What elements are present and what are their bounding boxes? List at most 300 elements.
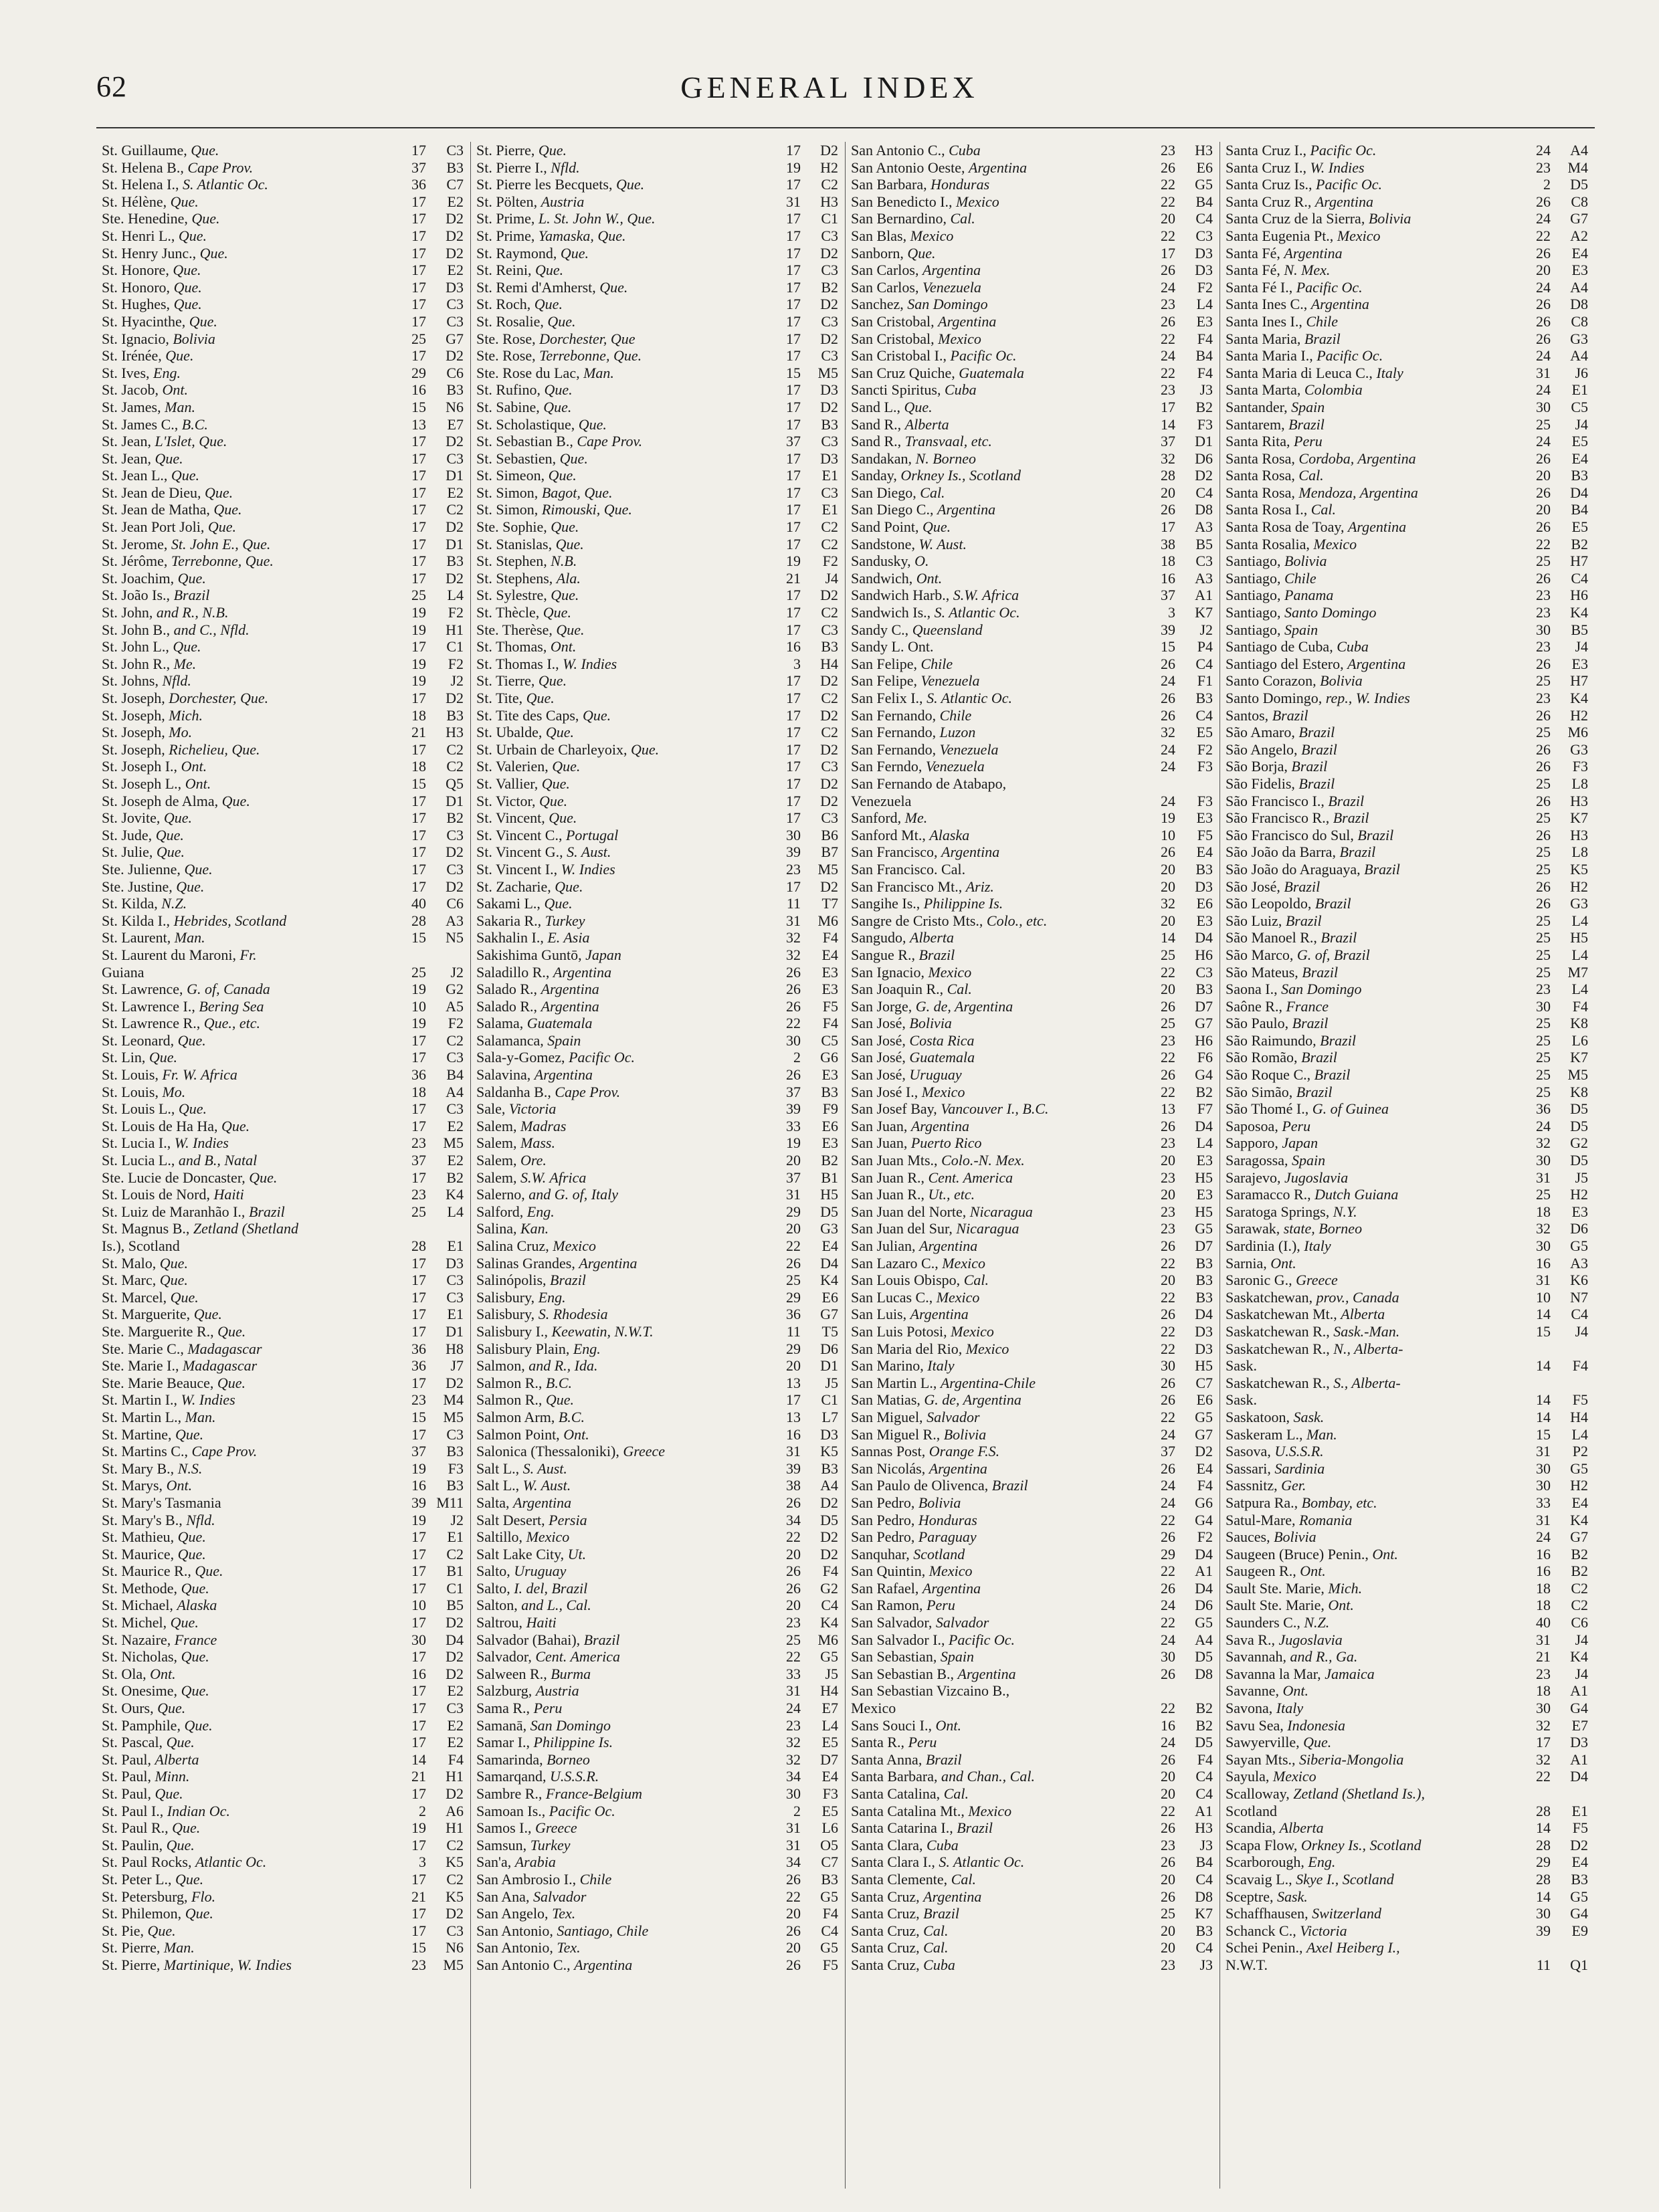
entry-page: 17 xyxy=(411,296,426,313)
entry-page: 30 xyxy=(1536,1152,1551,1169)
entry-page: 17 xyxy=(411,1031,426,1049)
entry-grid: N6 xyxy=(446,1939,464,1956)
entry-grid: B2 xyxy=(446,1169,464,1186)
entry-grid: C4 xyxy=(1195,655,1213,672)
index-entry xyxy=(1220,724,1595,741)
entry-page: 31 xyxy=(786,1443,801,1460)
entry-page: 2 xyxy=(793,1049,801,1066)
entry-name: Santo Corazon, Bolivia xyxy=(1226,672,1363,690)
entry-grid: B2 xyxy=(1195,398,1213,415)
entry-grid: H7 xyxy=(1570,672,1588,690)
entry-page: 21 xyxy=(411,724,426,741)
entry-name: Sarajevo, Jugoslavia xyxy=(1226,1169,1349,1186)
entry-page: 26 xyxy=(1536,330,1551,347)
index-entry xyxy=(96,946,470,964)
index-entry xyxy=(846,793,1219,810)
entry-grid: C2 xyxy=(821,724,838,741)
entry-name: San Juan Mts., Colo.-N. Mex. xyxy=(851,1152,1025,1169)
index-entry xyxy=(846,827,1219,844)
entry-grid: G7 xyxy=(1195,1015,1213,1032)
entry-grid: C4 xyxy=(1571,569,1588,587)
entry-grid: D1 xyxy=(446,1322,464,1340)
index-entry xyxy=(1220,1512,1595,1529)
index-entry xyxy=(846,262,1219,279)
entry-grid: K6 xyxy=(1570,1272,1588,1289)
index-entry xyxy=(96,809,470,827)
entry-name: São Luiz, Brazil xyxy=(1226,912,1322,929)
entry-page: 22 xyxy=(786,1648,801,1666)
index-entry xyxy=(846,1255,1219,1272)
entry-page: 17 xyxy=(411,1374,426,1391)
index-entry xyxy=(1220,656,1595,673)
entry-grid: C1 xyxy=(446,1579,464,1597)
entry-name: Sceptre, Sask. xyxy=(1226,1888,1308,1905)
entry-page: 23 xyxy=(1161,142,1175,159)
entry-name: St. Stanislas, Que. xyxy=(476,535,584,552)
entry-grid: K4 xyxy=(1570,604,1588,621)
entry-page: 17 xyxy=(411,433,426,450)
index-entry xyxy=(471,1237,845,1255)
entry-grid: D4 xyxy=(1195,1545,1213,1563)
entry-name: San Louis Obispo, Cal. xyxy=(851,1272,989,1289)
entry-page: 17 xyxy=(411,843,426,861)
entry-page: 25 xyxy=(1536,843,1551,861)
entry-page: 20 xyxy=(1161,1922,1175,1939)
entry-name: St. Lucia I., W. Indies xyxy=(102,1134,229,1152)
entry-name: Santa Catalina, Cal. xyxy=(851,1785,969,1802)
entry-grid: K7 xyxy=(1570,809,1588,827)
entry-name: Salama, Guatemala xyxy=(476,1015,593,1032)
entry-grid: F2 xyxy=(1197,740,1213,758)
entry-page: 30 xyxy=(1536,1700,1551,1717)
entry-grid: J3 xyxy=(1199,1956,1213,1973)
entry-name: Scapa Flow, Orkney Is., Scotland xyxy=(1226,1836,1422,1853)
index-entry xyxy=(96,1888,470,1906)
entry-grid: D2 xyxy=(446,690,464,706)
entry-name: São Amaro, Brazil xyxy=(1226,724,1335,741)
entry-name: San Paulo de Olivenca, Brazil xyxy=(851,1477,1028,1494)
index-entry xyxy=(846,536,1219,553)
entry-name: San Marino, Italy xyxy=(851,1357,955,1375)
entry-name: St. Jean, L'Islet, Que. xyxy=(102,433,227,450)
entry-page: 16 xyxy=(1536,1563,1551,1580)
index-entry xyxy=(96,1563,470,1580)
entry-grid: D3 xyxy=(1195,1340,1213,1357)
entry-grid: H2 xyxy=(1570,1477,1588,1494)
index-entry xyxy=(846,672,1219,690)
entry-name: Santa Maria I., Pacific Oc. xyxy=(1226,347,1383,365)
entry-name: Santa Cruz I., W. Indies xyxy=(1226,159,1365,176)
index-entry xyxy=(96,245,470,262)
entry-page: 25 xyxy=(1536,552,1551,570)
index-entry xyxy=(1220,416,1595,433)
index-entry xyxy=(846,347,1219,365)
entry-grid: C3 xyxy=(446,1049,464,1066)
entry-page: 20 xyxy=(786,1939,801,1956)
entry-name: Santa Maria, Brazil xyxy=(1226,330,1341,347)
entry-page: 30 xyxy=(1536,1905,1551,1922)
entry-grid: D2 xyxy=(446,878,464,895)
index-entry xyxy=(1220,1580,1595,1597)
entry-grid: D6 xyxy=(1195,1597,1213,1614)
entry-name: St. Malo, Que. xyxy=(102,1254,188,1272)
entry-name: Sandstone, W. Aust. xyxy=(851,535,967,552)
index-entry xyxy=(1220,621,1595,639)
entry-page: 17 xyxy=(411,1700,426,1717)
entry-page: 39 xyxy=(786,1100,801,1118)
index-entry xyxy=(96,536,470,553)
entry-grid: C2 xyxy=(1571,1597,1588,1614)
entry-name: Sama R., Peru xyxy=(476,1700,563,1717)
entry-page: 26 xyxy=(1161,1579,1175,1597)
entry-grid: D4 xyxy=(1195,929,1213,946)
entry-grid: K8 xyxy=(1570,1015,1588,1032)
entry-name: St. Lawrence R., Que., etc. xyxy=(102,1015,261,1032)
entry-page: 21 xyxy=(411,1768,426,1785)
entry-grid: K4 xyxy=(1570,690,1588,706)
entry-grid: A2 xyxy=(1570,227,1588,244)
entry-grid: H2 xyxy=(1570,706,1588,724)
entry-page: 17 xyxy=(786,587,801,604)
entry-page: 17 xyxy=(786,535,801,552)
entry-name: San Joaquin R., Cal. xyxy=(851,981,972,998)
entry-name: St. Ives, Eng. xyxy=(102,364,181,381)
index-entry xyxy=(96,1837,470,1854)
entry-grid: H4 xyxy=(1570,1408,1588,1425)
entry-name: Sarnia, Ont. xyxy=(1226,1254,1296,1272)
entry-name: Salmon Arm, B.C. xyxy=(476,1408,585,1425)
entry-name: St. Tierre, Que. xyxy=(476,672,567,690)
entry-name: San Antonio C., Argentina xyxy=(476,1956,633,1973)
entry-name: Sand R., Transvaal, etc. xyxy=(851,433,992,450)
entry-name: Sancti Spiritus, Cuba xyxy=(851,381,977,399)
entry-page: 23 xyxy=(1161,1220,1175,1237)
entry-name: St. Vincent, Que. xyxy=(476,809,577,827)
entry-page: 23 xyxy=(411,1134,426,1152)
entry-page: 32 xyxy=(1161,449,1175,467)
entry-name: St. Lawrence I., Bering Sea xyxy=(102,997,264,1015)
entry-name: Salmon, and R., Ida. xyxy=(476,1357,598,1375)
entry-page: 24 xyxy=(1536,347,1551,365)
entry-grid: E2 xyxy=(447,1152,464,1169)
entry-grid: D3 xyxy=(820,1425,838,1443)
entry-grid: F5 xyxy=(822,997,838,1015)
entry-grid: C4 xyxy=(1195,1870,1213,1888)
entry-page: 11 xyxy=(786,1322,801,1340)
index-entry xyxy=(846,604,1219,621)
index-entry xyxy=(846,1648,1219,1666)
index-entry xyxy=(1220,758,1595,775)
entry-page: 22 xyxy=(786,1888,801,1905)
entry-name: São José, Brazil xyxy=(1226,878,1321,895)
entry-grid: G7 xyxy=(1195,1425,1213,1443)
entry-grid: E4 xyxy=(1571,449,1588,467)
index-entry xyxy=(1220,775,1595,793)
entry-name: San Pedro, Paraguay xyxy=(851,1528,977,1546)
entry-page: 17 xyxy=(786,518,801,536)
entry-page: 31 xyxy=(786,1186,801,1203)
index-entry xyxy=(96,279,470,296)
entry-grid: B3 xyxy=(1195,860,1213,878)
entry-name: Is.), Scotland xyxy=(102,1237,180,1254)
entry-grid: E2 xyxy=(447,262,464,279)
index-entry xyxy=(96,1477,470,1494)
entry-name: Salavina, Argentina xyxy=(476,1066,593,1084)
entry-grid: B4 xyxy=(1571,501,1588,518)
index-entry xyxy=(471,1717,845,1734)
entry-grid: F2 xyxy=(1197,1528,1213,1546)
entry-name: Salvador, Cent. America xyxy=(476,1648,621,1666)
entry-name: San Luis, Argentina xyxy=(851,1306,969,1323)
index-entry xyxy=(471,1357,845,1375)
entry-grid: D3 xyxy=(1195,878,1213,895)
entry-page: 30 xyxy=(786,1031,801,1049)
entry-grid: G5 xyxy=(1195,1220,1213,1237)
entry-page: 20 xyxy=(786,1220,801,1237)
entry-grid: E4 xyxy=(1571,1853,1588,1871)
index-entry xyxy=(471,1118,845,1135)
entry-grid: C4 xyxy=(821,1597,838,1614)
entry-page: 30 xyxy=(1161,1357,1175,1375)
entry-page: 34 xyxy=(786,1853,801,1871)
index-entry xyxy=(1220,399,1595,416)
index-entry xyxy=(846,1853,1219,1871)
index-entry xyxy=(1220,1186,1595,1203)
index-entry xyxy=(96,552,470,570)
index-entry xyxy=(846,621,1219,639)
entry-name: Scavaig L., Skye I., Scotland xyxy=(1226,1870,1394,1888)
entry-grid: E5 xyxy=(1571,518,1588,536)
entry-name: St. John L., Que. xyxy=(102,638,201,656)
entry-grid: C3 xyxy=(446,1100,464,1118)
entry-grid: F4 xyxy=(822,929,838,946)
index-entry xyxy=(1220,484,1595,502)
entry-grid: C3 xyxy=(821,809,838,827)
entry-page: 26 xyxy=(1536,518,1551,536)
entry-page: 20 xyxy=(1161,1272,1175,1289)
entry-grid: E7 xyxy=(821,1700,838,1717)
index-entry xyxy=(1220,1118,1595,1135)
entry-name: San Sebastian Vizcaino B., xyxy=(851,1682,1010,1700)
index-entry xyxy=(846,1272,1219,1289)
entry-name: San Cristobal I., Pacific Oc. xyxy=(851,347,1017,365)
index-entry xyxy=(96,1871,470,1888)
entry-grid: D3 xyxy=(446,278,464,296)
entry-page: 17 xyxy=(411,1716,426,1734)
entry-page: 17 xyxy=(786,381,801,399)
index-entry xyxy=(471,964,845,981)
entry-grid: C6 xyxy=(446,364,464,381)
entry-grid: F2 xyxy=(448,655,464,672)
entry-page: 28 xyxy=(1161,467,1175,484)
entry-grid: M11 xyxy=(436,1494,464,1511)
entry-page: 26 xyxy=(786,1922,801,1939)
entry-grid: G5 xyxy=(1195,1408,1213,1425)
entry-name: St. Rosalie, Que. xyxy=(476,312,576,330)
index-entry xyxy=(1220,450,1595,468)
entry-name: Saldanha B., Cape Prov. xyxy=(476,1083,621,1100)
entry-name: San Pedro, Bolivia xyxy=(851,1494,961,1511)
entry-page: 23 xyxy=(1536,1665,1551,1682)
entry-grid: T7 xyxy=(821,895,838,912)
index-entry xyxy=(471,1563,845,1580)
entry-grid: H3 xyxy=(1195,1819,1213,1837)
entry-grid: B3 xyxy=(1571,1870,1588,1888)
entry-grid: L6 xyxy=(821,1819,838,1837)
entry-grid: J5 xyxy=(1575,1169,1588,1186)
entry-page: 17 xyxy=(411,1682,426,1700)
index-entry xyxy=(1220,912,1595,930)
entry-page: 16 xyxy=(786,1425,801,1443)
entry-page: 30 xyxy=(1161,1648,1175,1666)
entry-name: Santa Ines C., Argentina xyxy=(1226,296,1369,313)
entry-page: 17 xyxy=(411,1288,426,1306)
index-entry xyxy=(846,878,1219,896)
index-entry xyxy=(846,467,1219,484)
entry-page: 23 xyxy=(1536,604,1551,621)
entry-grid: K5 xyxy=(446,1853,464,1871)
entry-grid: B3 xyxy=(446,706,464,724)
index-entry xyxy=(846,1186,1219,1203)
entry-grid: D5 xyxy=(1570,1100,1588,1118)
entry-page: 24 xyxy=(1536,278,1551,296)
index-entry xyxy=(471,587,845,604)
index-entry xyxy=(471,279,845,296)
index-entry xyxy=(471,1032,845,1049)
index-entry xyxy=(1220,1734,1595,1751)
index-entry xyxy=(1220,1956,1595,1974)
entry-page: 29 xyxy=(786,1203,801,1220)
index-entry xyxy=(471,1255,845,1272)
entry-page: 23 xyxy=(786,860,801,878)
index-entry xyxy=(846,1015,1219,1032)
entry-name: Venezuela xyxy=(851,792,912,809)
index-entry xyxy=(846,1375,1219,1392)
entry-grid: C4 xyxy=(1571,1306,1588,1323)
index-entry xyxy=(846,1032,1219,1049)
entry-grid: E1 xyxy=(1571,381,1588,399)
entry-name: Sanborn, Que. xyxy=(851,244,936,262)
entry-page: 29 xyxy=(1536,1853,1551,1871)
entry-grid: K4 xyxy=(820,1272,838,1289)
entry-grid: F4 xyxy=(1197,1477,1213,1494)
entry-name: Saskatchewan R., N., Alberta- xyxy=(1226,1340,1403,1357)
index-entry xyxy=(96,1597,470,1614)
entry-name: Salto, I. del, Brazil xyxy=(476,1579,588,1597)
entry-page: 25 xyxy=(1536,1015,1551,1032)
entry-name: Sanchez, San Domingo xyxy=(851,296,988,313)
entry-grid: E5 xyxy=(1571,433,1588,450)
entry-page: 17 xyxy=(411,210,426,227)
index-entry xyxy=(1220,1323,1595,1340)
index-entry xyxy=(846,450,1219,468)
index-entry xyxy=(96,1785,470,1803)
entry-name: Sakhalin I., E. Asia xyxy=(476,929,590,946)
entry-name: San Francisco. Cal. xyxy=(851,860,966,878)
entry-name: St. Joseph de Alma, Que. xyxy=(102,792,250,809)
entry-grid: E4 xyxy=(1196,1460,1213,1477)
entry-page: 30 xyxy=(1536,1460,1551,1477)
entry-name: St. Jean L., Que. xyxy=(102,467,200,484)
entry-page: 22 xyxy=(1161,1322,1175,1340)
entry-grid: J2 xyxy=(1199,621,1213,638)
index-entry xyxy=(471,741,845,759)
entry-page: 17 xyxy=(786,278,801,296)
entry-page: 17 xyxy=(411,740,426,758)
entry-page: 36 xyxy=(786,1306,801,1323)
entry-grid: F4 xyxy=(822,1015,838,1032)
entry-name: St. Martin L., Man. xyxy=(102,1408,216,1425)
index-entry xyxy=(1220,1203,1595,1221)
entry-page: 31 xyxy=(786,193,801,210)
entry-grid: J4 xyxy=(1575,415,1588,433)
entry-grid: D2 xyxy=(820,1494,838,1511)
entry-grid: F4 xyxy=(1197,330,1213,347)
index-entry xyxy=(96,1819,470,1837)
index-entry xyxy=(471,552,845,570)
index-entry xyxy=(96,1494,470,1512)
entry-name: St. Johns, Nfld. xyxy=(102,672,191,690)
entry-grid: C2 xyxy=(446,1870,464,1888)
entry-grid: L4 xyxy=(1571,912,1588,929)
entry-grid: E3 xyxy=(821,963,838,981)
entry-grid: C3 xyxy=(821,227,838,244)
entry-page: 30 xyxy=(1536,398,1551,415)
entry-page: 22 xyxy=(1161,1408,1175,1425)
entry-name: Saskatchewan Mt., Alberta xyxy=(1226,1306,1385,1323)
entry-grid: L8 xyxy=(1571,843,1588,861)
entry-name: Saugeen (Bruce) Penin., Ont. xyxy=(1226,1545,1398,1563)
entry-page: 24 xyxy=(1536,142,1551,159)
entry-grid: F4 xyxy=(1197,1750,1213,1768)
entry-grid: D2 xyxy=(820,398,838,415)
entry-grid: D2 xyxy=(446,347,464,365)
entry-grid: K5 xyxy=(820,1443,838,1460)
entry-name: Ste. Lucie de Doncaster, Que. xyxy=(102,1169,278,1186)
entry-page: 28 xyxy=(1536,1836,1551,1853)
entry-page: 17 xyxy=(411,638,426,656)
entry-page: 17 xyxy=(411,518,426,536)
entry-page: 14 xyxy=(1536,1391,1551,1409)
entry-page: 26 xyxy=(1161,1853,1175,1871)
entry-name: Sanford, Me. xyxy=(851,809,928,827)
index-entry xyxy=(1220,1426,1595,1443)
index-entry xyxy=(471,1409,845,1426)
index-entry xyxy=(1220,1905,1595,1922)
entry-grid: C2 xyxy=(821,604,838,621)
index-entry xyxy=(471,690,845,707)
entry-page: 26 xyxy=(1536,792,1551,809)
entry-grid: G7 xyxy=(1570,1528,1588,1546)
entry-grid: G7 xyxy=(446,330,464,347)
entry-name: Santo Domingo, rep., W. Indies xyxy=(1226,690,1410,706)
entry-name: St. Paul R., Que. xyxy=(102,1819,201,1837)
entry-page: 17 xyxy=(786,210,801,227)
entry-name: São Mateus, Brazil xyxy=(1226,963,1339,981)
entry-grid: C4 xyxy=(1195,1939,1213,1956)
index-entry xyxy=(471,843,845,861)
entry-grid: H3 xyxy=(446,724,464,741)
entry-page: 26 xyxy=(1536,895,1551,912)
entry-page: 14 xyxy=(1161,415,1175,433)
entry-grid: B3 xyxy=(446,159,464,176)
index-entry xyxy=(96,416,470,433)
entry-name: St. Jacob, Ont. xyxy=(102,381,188,399)
index-entry xyxy=(1220,1477,1595,1494)
index-entry xyxy=(471,467,845,484)
entry-grid: G4 xyxy=(1195,1066,1213,1084)
entry-grid: M6 xyxy=(1567,724,1588,741)
